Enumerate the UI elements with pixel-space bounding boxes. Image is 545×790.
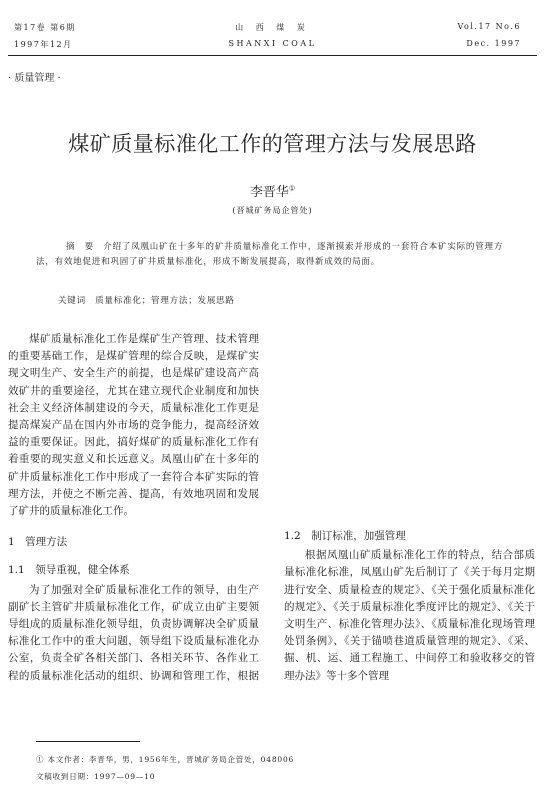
author-footnote: ① 本文作者：李晋华，男，1956年生，晋城矿务局企管处，048006	[36, 755, 295, 764]
article-title: 煤矿质量标准化工作的管理方法与发展思路	[68, 132, 477, 156]
received-date: 文稿收到日期：1997—09—10	[36, 772, 156, 781]
journal-vol-no-en: Vol.17 No.6	[457, 22, 521, 31]
author-affiliation: (晋城矿务局企管处)	[232, 206, 313, 215]
body-right-column	[284, 331, 535, 721]
footnote-rule	[36, 741, 140, 742]
author-line	[0, 181, 545, 200]
intro-paragraph: 煤矿质量标准化工作是煤矿生产管理、技术管理的重要基础工作，是煤矿管理的综合反映，是煤矿实现文明生产、安全生产的前提，也是煤矿建设高产高效矿井的重要途径，尤其在建立现代企业制度和加快社会主义经济体制建设的今天，质量标准化工作更是提高煤炭产品在国内外市场的竞争能力，提高经济效益的重要保证。因此，搞好煤矿的质量标准化工作有着重要的现实意义和长远意义。凤凰山矿在十多年的矿井质量标准化工作中形成了一套符合本矿实际的管理方法，并使之不断完善、提高，有效地巩固和发展了矿井的质量标准化工作。	[8, 333, 259, 518]
section-1-2-paragraph: 根据凤凰山矿质量标准化工作的特点，结合部质量标准化标准，凤凰山矿先后制订了《关于每月定期进行安全、质量检查的规定》、《关于强化质量标准化的规定》、《关于质量标准化季度评比的规定》、《关于文明生产、标准化管理办法》、《质量标准化现场管理处罚条例》、《关于锚喷巷道质量管理的规定》、《采、掘、机、运、通工程施工、中间停工和验收移交的管理办法》等十多个管理	[284, 549, 535, 682]
column-tag: · 质量管理 ·	[8, 73, 61, 84]
journal-date-en: Dec. 1997	[466, 39, 521, 48]
journal-date: 1997年12月	[14, 40, 73, 49]
section-1-1-heading: 1.1 领导重视，健全体系	[8, 564, 130, 577]
body-left-column	[8, 331, 259, 685]
author-name: 李晋华	[249, 185, 289, 200]
abstract	[36, 240, 510, 270]
header-rule	[8, 55, 537, 56]
keywords-label: 关键词	[58, 296, 86, 306]
keywords	[58, 294, 508, 309]
abstract-label: 摘 要	[66, 242, 94, 252]
section-1-1-paragraph-part1: 为了加强对全矿质量标准化工作的领导，由生产副矿长主管矿井质量标准化工作，矿成立由矿主要领导组成的质量标准化领导组，负责协调解决全矿质量标准化工作中的重大问题，领导组下设质量标准化办公室，负责全矿各相关部门、各相关环节、各作业工程的质量标准化活动的组织、协调和管理工作，根据	[8, 583, 259, 682]
journal-name-en: SHANXI COAL	[228, 39, 317, 48]
keywords-text: 质量标准化；管理方法；发展思路	[95, 296, 235, 306]
journal-volume-issue: 第17卷 第6期	[14, 23, 76, 32]
author-footnote-mark: ①	[288, 184, 296, 193]
journal-name-cn: 山 西 煤 炭	[235, 23, 310, 32]
section-1-1-paragraph-part2	[284, 331, 535, 520]
abstract-text: 介绍了凤凰山矿在十多年的矿井质量标准化工作中，逐渐摸索并形成的一套符合本矿实际的管理方法，有效地促进和巩固了矿井质量标准化，形成不断发展提高，取得新成效的局面。	[36, 242, 504, 267]
section-1-heading: 1 管理方法	[8, 536, 68, 549]
section-1-2-heading: 1.2 制订标准，加强管理	[284, 530, 406, 542]
